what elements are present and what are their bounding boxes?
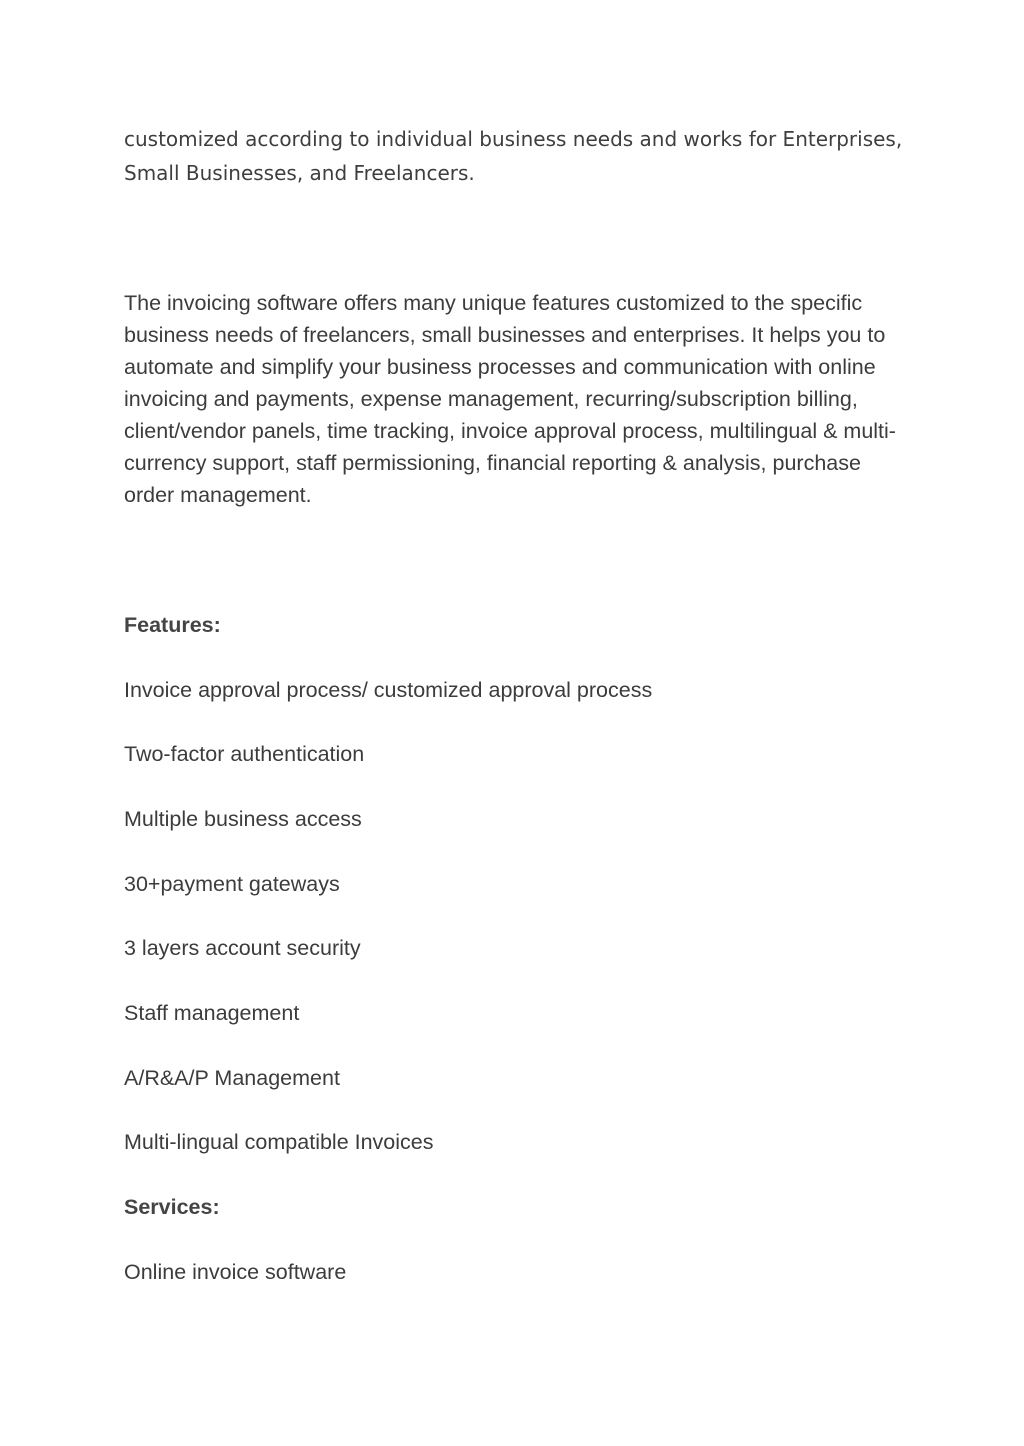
feature-item: 30+payment gateways xyxy=(124,872,340,896)
intro-line-2: Small Businesses, and Freelancers. xyxy=(124,161,475,185)
service-item: Online invoice software xyxy=(124,1260,347,1284)
feature-item: 3 layers account security xyxy=(124,936,361,960)
intro-paragraph xyxy=(124,122,924,190)
intro-line-1: customized according to individual business needs and works for Enterprises, xyxy=(124,127,903,151)
feature-item: Multiple business access xyxy=(124,807,362,831)
description-paragraph: The invoicing software offers many unique features customized to the specific business needs of freelancers, small businesses and enterprises. It helps you to automate and simplify your business processes and communication with online invoicing and payments, expense management, recurring/subscription billing, client/vendor panels, time tracking, invoice approval process, multilingual & multi-currency support, staff permissioning, financial reporting & analysis, purchase order management. xyxy=(124,291,896,507)
features-heading: Features: xyxy=(124,613,221,637)
feature-item: Multi-lingual compatible Invoices xyxy=(124,1130,434,1154)
feature-item: Two-factor authentication xyxy=(124,742,365,766)
feature-item: Staff management xyxy=(124,1001,300,1025)
feature-item: A/R&A/P Management xyxy=(124,1066,340,1090)
services-heading: Services: xyxy=(124,1195,220,1219)
feature-item: Invoice approval process/ customized approval process xyxy=(124,678,653,702)
